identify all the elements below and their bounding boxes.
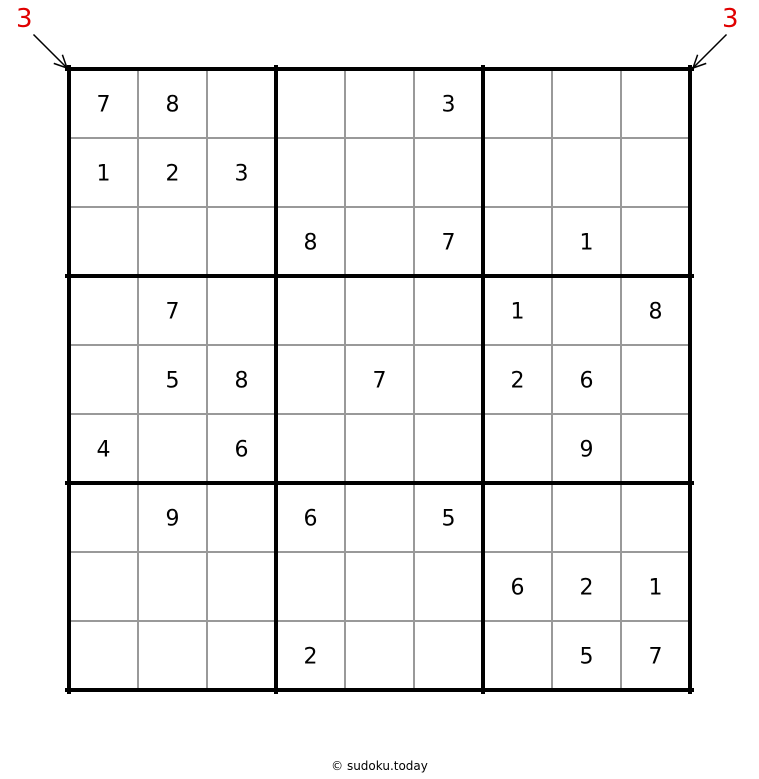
sudoku-cell[interactable] xyxy=(416,140,481,205)
sudoku-cell[interactable] xyxy=(485,623,550,688)
top-left-diagonal-clue: 3 xyxy=(16,4,33,34)
sudoku-cell[interactable] xyxy=(347,209,412,274)
given-digit: 7 xyxy=(96,92,111,118)
sudoku-cell[interactable] xyxy=(623,416,688,481)
sudoku-cell[interactable] xyxy=(278,347,343,412)
sudoku-cell[interactable] xyxy=(416,416,481,481)
sudoku-cell[interactable] xyxy=(71,623,136,688)
sudoku-cell[interactable] xyxy=(278,554,343,619)
given-digit: 7 xyxy=(372,368,387,394)
sudoku-cell[interactable] xyxy=(278,140,343,205)
sudoku-cell[interactable] xyxy=(71,485,136,550)
given-digit: 1 xyxy=(648,575,663,601)
sudoku-cell[interactable] xyxy=(485,209,550,274)
given-digit: 9 xyxy=(579,437,594,463)
sudoku-cell[interactable] xyxy=(416,623,481,688)
sudoku-cell[interactable] xyxy=(278,416,343,481)
sudoku-cell[interactable] xyxy=(209,554,274,619)
sudoku-cell[interactable] xyxy=(416,347,481,412)
sudoku-cell[interactable] xyxy=(623,347,688,412)
given-digit: 2 xyxy=(510,368,525,394)
top-right-diagonal-arrow xyxy=(693,35,726,68)
given-digit: 2 xyxy=(165,161,180,187)
sudoku-cell[interactable] xyxy=(140,209,205,274)
given-digit: 2 xyxy=(579,575,594,601)
copyright-footer: © sudoku.today xyxy=(331,759,428,773)
sudoku-cell[interactable] xyxy=(209,209,274,274)
given-digit: 1 xyxy=(579,230,594,256)
given-digit: 6 xyxy=(510,575,525,601)
given-digit: 3 xyxy=(234,161,249,187)
sudoku-cell[interactable] xyxy=(623,209,688,274)
sudoku-cell[interactable] xyxy=(209,278,274,343)
sudoku-cell[interactable] xyxy=(140,416,205,481)
given-digit: 4 xyxy=(96,437,111,463)
sudoku-cell[interactable] xyxy=(623,485,688,550)
sudoku-cell[interactable] xyxy=(71,554,136,619)
sudoku-cell[interactable] xyxy=(140,623,205,688)
sudoku-cell[interactable] xyxy=(347,71,412,136)
given-digit: 1 xyxy=(96,161,111,187)
sudoku-cell[interactable] xyxy=(554,71,619,136)
sudoku-cell[interactable] xyxy=(71,347,136,412)
given-digit: 8 xyxy=(234,368,249,394)
top-right-diagonal-clue: 3 xyxy=(722,4,739,34)
sudoku-cell[interactable] xyxy=(416,554,481,619)
sudoku-cell[interactable] xyxy=(485,140,550,205)
sudoku-cell[interactable] xyxy=(209,623,274,688)
given-digit: 6 xyxy=(234,437,249,463)
sudoku-cell[interactable] xyxy=(347,278,412,343)
sudoku-cell[interactable] xyxy=(278,278,343,343)
sudoku-cell[interactable] xyxy=(140,554,205,619)
given-digit: 6 xyxy=(579,368,594,394)
sudoku-cell[interactable] xyxy=(278,71,343,136)
top-left-diagonal-arrow xyxy=(34,35,67,68)
given-digit: 7 xyxy=(648,644,663,670)
sudoku-cell[interactable] xyxy=(623,140,688,205)
sudoku-cell[interactable] xyxy=(347,485,412,550)
given-digit: 5 xyxy=(579,644,594,670)
given-digit: 8 xyxy=(303,230,318,256)
given-digit: 7 xyxy=(441,230,456,256)
sudoku-cell[interactable] xyxy=(347,623,412,688)
given-digit: 9 xyxy=(165,506,180,532)
given-digit: 6 xyxy=(303,506,318,532)
sudoku-cell[interactable] xyxy=(209,485,274,550)
sudoku-cell[interactable] xyxy=(347,140,412,205)
sudoku-cell[interactable] xyxy=(71,278,136,343)
sudoku-cell[interactable] xyxy=(485,71,550,136)
sudoku-cell[interactable] xyxy=(347,416,412,481)
given-digit: 8 xyxy=(165,92,180,118)
given-digit: 5 xyxy=(441,506,456,532)
given-digit: 2 xyxy=(303,644,318,670)
given-digit: 5 xyxy=(165,368,180,394)
given-digit: 3 xyxy=(441,92,456,118)
given-digit: 1 xyxy=(510,299,525,325)
sudoku-cell[interactable] xyxy=(485,416,550,481)
sudoku-cell[interactable] xyxy=(554,278,619,343)
sudoku-cell[interactable] xyxy=(347,554,412,619)
sudoku-cell[interactable] xyxy=(554,140,619,205)
given-digit: 8 xyxy=(648,299,663,325)
sudoku-cell[interactable] xyxy=(71,209,136,274)
sudoku-cell[interactable] xyxy=(209,71,274,136)
sudoku-cell[interactable] xyxy=(623,71,688,136)
given-digit: 7 xyxy=(165,299,180,325)
sudoku-cell[interactable] xyxy=(554,485,619,550)
sudoku-cell[interactable] xyxy=(485,485,550,550)
sudoku-cell[interactable] xyxy=(416,278,481,343)
